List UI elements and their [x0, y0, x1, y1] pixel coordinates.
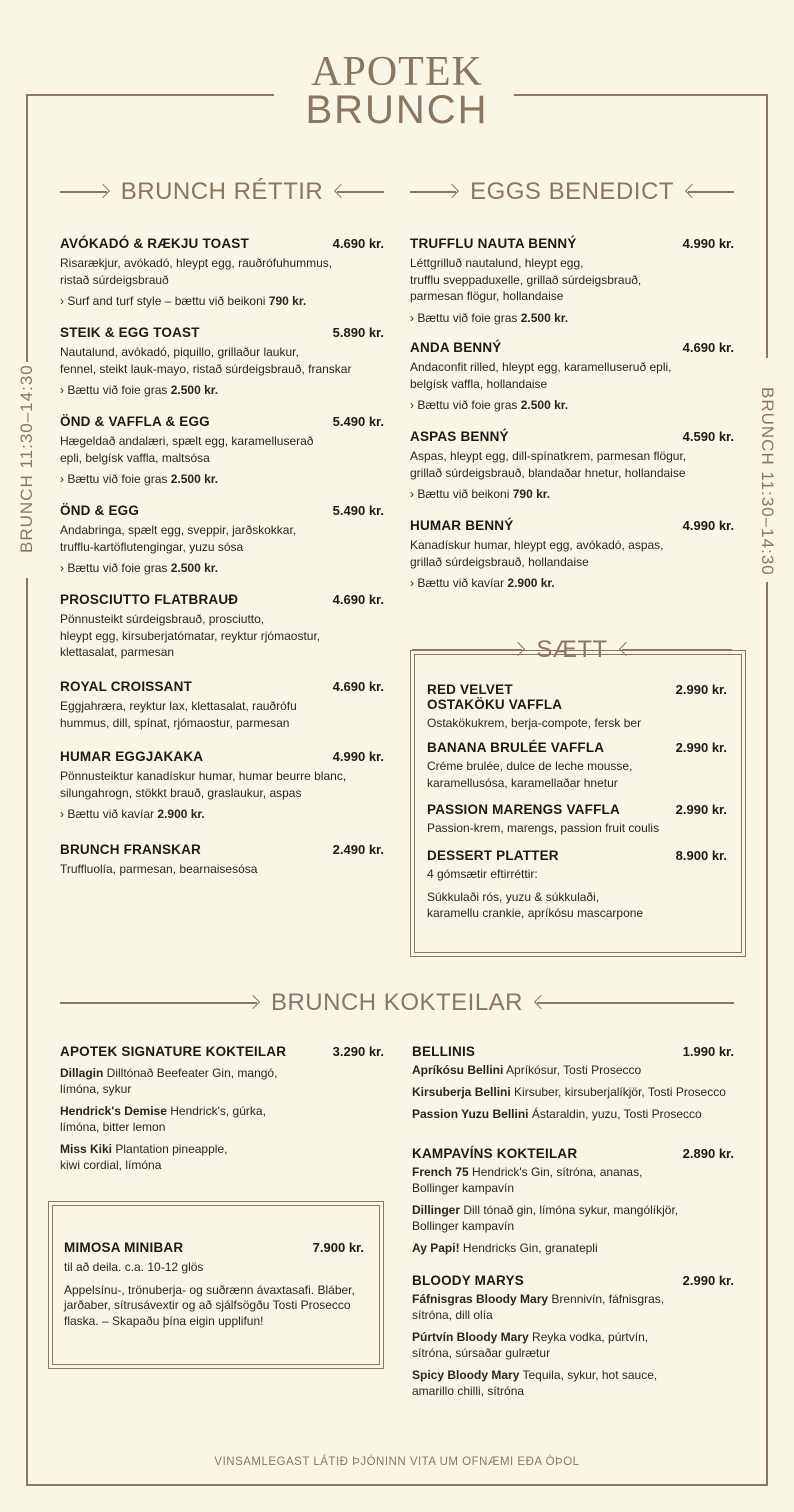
drink-description: límóna, sykur [60, 1082, 132, 1096]
item-name: ASPAS BENNÝ [410, 429, 509, 444]
item-description [60, 433, 384, 466]
drink-description: Hendrick's Gin, sítróna, ananas, [468, 1165, 643, 1179]
addon-price: 2.500 kr. [520, 398, 569, 412]
item-name: ROYAL CROISSANT [60, 679, 193, 694]
item-description [60, 861, 384, 878]
addon-text: Bættu við foie gras [67, 561, 171, 575]
item-name: ÖND & EGG [60, 503, 140, 518]
item-description [410, 255, 734, 305]
menu-item [410, 518, 734, 590]
item-price: 2.490 kr. [332, 842, 384, 857]
drink [412, 1106, 734, 1122]
addon-price: 2.900 kr. [157, 807, 205, 821]
item-price: 2.990 kr. [682, 1273, 734, 1288]
drink-name: Spicy Bloody Mary [412, 1368, 520, 1382]
bellinis [412, 1044, 734, 1122]
drink-description: kiwi cordial, límóna [60, 1158, 162, 1172]
addon-price: 790 kr. [268, 294, 307, 308]
item-price: 4.690 kr. [332, 679, 384, 694]
menu-item [427, 682, 727, 732]
item-name: ÖND & VAFFLA & EGG [60, 414, 210, 429]
menu-item [427, 848, 727, 922]
arrow-right-icon [60, 1002, 257, 1004]
item-price: 5.490 kr. [332, 414, 384, 429]
item-subtitle: til að deila. c.a. 10-12 glös [64, 1260, 204, 1274]
chevron-right-icon: › [410, 487, 418, 501]
drink-description: Dilltónað Beefeater Gin, mangó, [103, 1066, 278, 1080]
addon-price: 2.500 kr. [170, 472, 219, 486]
item-name: STEIK & EGG TOAST [60, 325, 200, 340]
arrow-left-icon [688, 191, 734, 193]
drink [60, 1065, 384, 1097]
item-addon [410, 576, 734, 590]
drink-description: Tequila, sykur, hot sauce, [519, 1368, 658, 1382]
drink-description: Reyka vodka, púrtvín, [528, 1330, 649, 1344]
name-line: OSTAKÖKU VAFFLA [427, 697, 563, 712]
addon-text: Bættu við beikoni [417, 487, 513, 501]
menu-item [60, 679, 384, 731]
item-price: 7.900 kr. [312, 1240, 364, 1255]
drink-name: Fáfnisgras Bloody Mary [412, 1292, 549, 1306]
description-line: Andabringa, spælt egg, sveppir, jarðskokkar, [60, 523, 297, 537]
item-price: 2.990 kr. [675, 682, 727, 697]
item-description [60, 698, 384, 731]
item-addon [60, 561, 384, 575]
frame-right [766, 94, 768, 358]
drink-description: Bollinger kampavín [412, 1181, 515, 1195]
item-description [427, 889, 727, 922]
chevron-right-icon: › [60, 383, 68, 397]
item-price: 4.590 kr. [682, 429, 734, 444]
addon-text: Bættu við foie gras [67, 383, 171, 397]
drink [412, 1164, 734, 1196]
drink-name: Passion Yuzu Bellini [412, 1107, 529, 1121]
addon-text: Bættu við kavíar [67, 807, 158, 821]
description-line: klettasalat, parmesan [60, 645, 175, 659]
item-name: BLOODY MARYS [412, 1273, 524, 1288]
frame-bottom [26, 1484, 768, 1486]
drink [60, 1103, 384, 1135]
item-description [60, 344, 384, 377]
addon-text: Bættu við foie gras [67, 472, 171, 486]
menu-item [60, 236, 384, 308]
drink [412, 1367, 734, 1399]
description-line: Andaconfit rilled, hleypt egg, karamelluseruð epli, [410, 360, 672, 374]
item-addon [60, 383, 384, 397]
drink-description: sítróna, súrsaðar gulrætur [412, 1346, 551, 1360]
item-addon [60, 294, 384, 308]
section-title-brunch-rettir [60, 178, 384, 206]
item-name: APOTEK SIGNATURE KOKTEILAR [60, 1044, 287, 1059]
description-line: hummus, dill, spínat, rjómaostur, parmesan [60, 715, 290, 730]
description-line: Créme brulée, dulce de leche mousse, [427, 759, 633, 773]
item-price: 4.690 kr. [682, 340, 734, 355]
item-name: AVÓKADÓ & RÆKJU TOAST [60, 236, 249, 251]
arrow-right-icon [410, 191, 456, 193]
item-name: HUMAR BENNÝ [410, 518, 514, 533]
item-description [410, 537, 734, 570]
drink-description: Apríkósur, Tosti Prosecco [503, 1063, 642, 1077]
menu-item [60, 503, 384, 575]
item-price: 3.290 kr. [332, 1044, 384, 1059]
item-price: 2.890 kr. [682, 1146, 734, 1161]
item-addon [410, 487, 734, 501]
chevron-right-icon: › [60, 561, 68, 575]
item-description [410, 359, 734, 392]
description-line: Eggjahræra, reyktur lax, klettasalat, rauðrófu [60, 699, 297, 713]
description-line: fennel, steikt lauk-mayo, ristað súrdeigsbrauð, franskar [60, 361, 352, 376]
drink-description: Hendrick's, gúrka, [166, 1104, 266, 1118]
item-description [60, 768, 384, 801]
section-title-text: BRUNCH KOKTEILAR [270, 989, 524, 1016]
frame-left [26, 94, 28, 362]
addon-price: 790 kr. [512, 487, 551, 501]
drink-name: Ay Papi! [412, 1241, 460, 1255]
drink-name: Apríkósu Bellini [412, 1063, 504, 1077]
item-name: BELLINIS [412, 1044, 476, 1059]
drink-description: Bollinger kampavín [412, 1219, 515, 1233]
item-addon [410, 311, 734, 325]
item-description [64, 1283, 364, 1330]
drink-list [412, 1291, 734, 1399]
item-price: 4.990 kr. [332, 749, 384, 764]
name-line: RED VELVET [427, 682, 513, 697]
menu-item [60, 414, 384, 486]
description-line: Ostakökukrem, berja-compote, fersk ber [427, 716, 642, 730]
menu-item [60, 749, 384, 821]
addon-price: 2.900 kr. [507, 576, 555, 590]
item-name: HUMAR EGGJAKAKA [60, 749, 204, 764]
item-name: ANDA BENNÝ [410, 340, 502, 355]
item-price: 8.900 kr. [675, 848, 727, 863]
menu-item [427, 802, 727, 837]
description-line: epli, belgísk vaffla, maltsósa [60, 450, 210, 465]
chevron-right-icon: › [60, 807, 68, 821]
description-line: Pönnusteikt súrdeigsbrauð, prosciutto, [60, 612, 265, 626]
menu-item [410, 429, 734, 501]
menu-item [410, 236, 734, 325]
section-title-text: BRUNCH RÉTTIR [120, 178, 324, 205]
description-line: Kanadískur humar, hleypt egg, avókadó, aspas, [410, 538, 664, 552]
item-price: 4.990 kr. [682, 236, 734, 251]
item-name: KAMPAVÍNS KOKTEILAR [412, 1146, 578, 1161]
kampavins-kokteilar [412, 1146, 734, 1256]
addon-text: Bættu við foie gras [417, 310, 521, 325]
item-description [60, 611, 384, 661]
menu-item [60, 325, 384, 397]
addon-text: Bættu við foie gras [417, 398, 521, 412]
description-line: Hægeldað andalæri, spælt egg, karamelluserað [60, 434, 314, 448]
description-line: hleypt egg, kirsuberjatómatar, reyktur rjómaostur, [60, 628, 321, 643]
item-description [60, 255, 384, 288]
drink-description: Brennivín, fáfnisgras, [548, 1292, 665, 1306]
menu-item [60, 842, 384, 878]
drink-name: Kirsuberja Bellini [412, 1085, 511, 1099]
frame-left-lower [26, 578, 28, 1486]
frame-right-lower [766, 582, 768, 1486]
bloody-marys [412, 1273, 734, 1399]
drink-description: Kirsuber, kirsuberjalíkjör, Tosti Prosecco [510, 1085, 726, 1099]
drink-list [60, 1065, 384, 1173]
description-line: trufflu sveppaduxelle, grillað súrdeigsbrauð, [410, 272, 642, 287]
item-name: TRUFFLU NAUTA BENNÝ [410, 236, 577, 251]
drink-list [412, 1062, 734, 1122]
description-line: karamellusósa, karamellaðar hnetur [427, 775, 618, 790]
item-name: MIMOSA MINIBAR [64, 1240, 184, 1255]
addon-price: 2.500 kr. [170, 383, 219, 397]
description-line: Nautalund, avókadó, piquillo, grillaður laukur, [60, 345, 299, 359]
item-price: 4.690 kr. [332, 592, 384, 607]
section-title-text: EGGS BENEDICT [470, 178, 674, 205]
description-line: jarðaber, sítrusávextir og að sjálfsögðu Tosti Prosecco [64, 1298, 351, 1312]
drink-description: Ástaraldin, yuzu, Tosti Prosecco [528, 1107, 702, 1121]
addon-text: Bættu við kavíar [417, 576, 508, 590]
drink-name: Hendrick's Demise [60, 1104, 167, 1118]
item-description [427, 820, 727, 837]
chevron-right-icon: › [60, 472, 68, 486]
drink [412, 1291, 734, 1323]
item-price: 1.990 kr. [682, 1044, 734, 1059]
section-title-eggs-benedict [410, 178, 734, 206]
description-line: Léttgrilluð nautalund, hleypt egg, [410, 256, 584, 270]
description-line: Aspas, hleypt egg, dill-spínatkrem, parmesan flögur, [410, 449, 687, 463]
menu-item [427, 740, 727, 791]
drink [412, 1084, 734, 1100]
drink [412, 1202, 734, 1234]
name-line: BANANA BRULÉE VAFFLA [427, 740, 605, 755]
item-price: 2.990 kr. [675, 802, 727, 817]
item-price: 2.990 kr. [675, 740, 727, 755]
description-line: parmesan flögur, hollandaise [410, 289, 564, 303]
item-description [427, 866, 727, 883]
item-addon [410, 398, 734, 412]
section-title-kokteilar [60, 989, 734, 1017]
chevron-right-icon: › [410, 576, 418, 590]
arrow-right-icon [60, 191, 107, 193]
item-price: 5.890 kr. [332, 325, 384, 340]
addon-price: 2.500 kr. [170, 561, 219, 575]
description-line: karamellu crankie, apríkósu mascarpone [427, 906, 644, 920]
item-price: 4.690 kr. [332, 236, 384, 251]
drink-name: Dillinger [412, 1203, 461, 1217]
drink-name: French 75 [412, 1165, 469, 1179]
description-line: belgísk vaffla, hollandaise [410, 376, 548, 391]
drink-description: sítróna, dill olía [412, 1308, 493, 1322]
allergy-notice: VINSAMLEGAST LÁTIÐ ÞJÓNINN VITA UM OFNÆMI EÐA ÓÞOL [214, 1456, 580, 1468]
addon-price: 2.500 kr. [520, 310, 569, 325]
signature-cocktails [60, 1044, 384, 1173]
name-line: DESSERT PLATTER [427, 848, 559, 863]
arrow-left-icon [337, 191, 384, 193]
menu-item [410, 340, 734, 412]
item-addon [60, 807, 384, 821]
description-line: Truffluolía, parmesan, bearnaisesósa [60, 862, 258, 876]
description-line: Súkkulaði rós, yuzu & súkkulaði, [427, 889, 600, 904]
drink-description: Dill tónað gin, límóna sykur, mangólíkjör, [460, 1203, 679, 1217]
drink [412, 1062, 734, 1078]
drink-description: Plantation pineapple, [112, 1142, 228, 1156]
chevron-right-icon: › [410, 310, 418, 325]
addon-text: Surf and turf style – bættu við beikoni [67, 294, 269, 308]
item-description [60, 522, 384, 555]
section-title-text: SÆTT [536, 636, 608, 663]
description-line: silungahrogn, stökkt brauð, graslaukur, aspas [60, 785, 302, 800]
description-line: Risarækjur, avókadó, hleypt egg, rauðrófuhummus, [60, 256, 333, 270]
description-line: 4 gómsætir eftirréttir: [427, 867, 538, 881]
drink-description: límóna, bitter lemon [60, 1120, 166, 1134]
description-line: flaska. – Skapaðu þína eigin upplifun! [64, 1313, 264, 1328]
logo-brunch: BRUNCH [305, 88, 489, 132]
drink-description: Hendricks Gin, granatepli [459, 1241, 598, 1255]
drink-name: Dillagin [60, 1066, 104, 1080]
item-addon [60, 472, 384, 486]
description-line: grillað súrdeigsbrauð, hollandaise [410, 554, 589, 569]
item-description [427, 758, 727, 791]
name-line: PASSION MARENGS VAFFLA [427, 802, 620, 817]
logo-apotek: APOTEK [311, 49, 483, 95]
description-line: Passion-krem, marengs, passion fruit coulis [427, 821, 660, 835]
side-label-right: BRUNCH 11:30–14:30 [758, 387, 777, 576]
description-line: trufflu-kartöflutengingar, yuzu sósa [60, 539, 244, 554]
item-description [427, 715, 727, 732]
chevron-right-icon: › [60, 294, 68, 308]
menu-item [60, 592, 384, 661]
description-line: Appelsínu-, trönuberja- og suðrænn ávaxtasafi. Bláber, [64, 1282, 355, 1297]
item-name: BRUNCH FRANSKAR [60, 842, 201, 857]
side-label-left: BRUNCH 11:30–14:30 [17, 364, 36, 553]
drink-description: amarillo chilli, sítróna [412, 1384, 525, 1398]
item-description [410, 448, 734, 481]
drink [412, 1240, 734, 1256]
drink-name: Púrtvín Bloody Mary [412, 1330, 529, 1344]
drink-list [412, 1164, 734, 1256]
mimosa-minibar [64, 1240, 364, 1329]
arrow-left-icon [537, 1002, 734, 1004]
item-name: PROSCIUTTO FLATBRAUÐ [60, 592, 239, 607]
drink [412, 1329, 734, 1361]
drink [60, 1141, 384, 1173]
description-line: grillað súrdeigsbrauð, blandaðar hnetur, hollandaise [410, 465, 686, 480]
description-line: ristað súrdeigsbrauð [60, 272, 169, 287]
item-price: 5.490 kr. [332, 503, 384, 518]
description-line: Pönnusteiktur kanadískur humar, humar beurre blanc, [60, 769, 347, 783]
drink-name: Miss Kiki [60, 1142, 113, 1156]
chevron-right-icon: › [410, 398, 418, 412]
item-price: 4.990 kr. [682, 518, 734, 533]
